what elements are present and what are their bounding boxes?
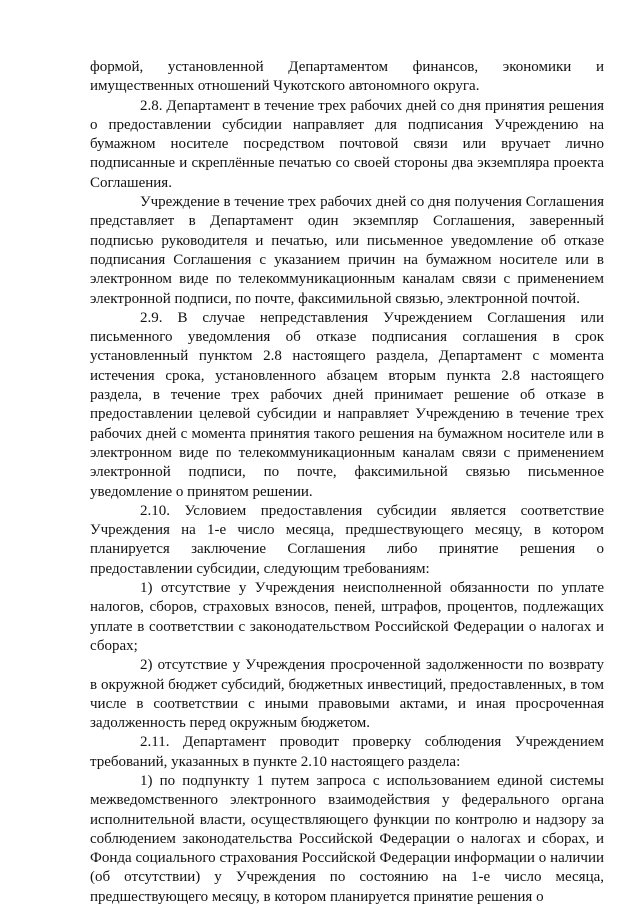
paragraph-2-11-item-1: 1) по подпункту 1 путем запроса с использованием единой системы межведомственного электронного взаимодействия у федерального органа исполнительной власти, осуществляющего функции по контролю и надзору за соблюдением законодательства Российской Федерации о налогах и сборах, и Фонда социального страхования Российской Федерации информации о наличии (об отсутствии) у Учреждения по состоянию на 1-е число месяца, предшествующего месяцу, в котором планируется принятие решения о [90, 772, 604, 905]
paragraph-2-8: 2.8. Департамент в течение трех рабочих дней со дня принятия решения о предоставлении субсидии направляет для подписания Учреждению на бумажном носителе посредством почтовой связи или вручает лично подписанные и скреплённые печатью со своей стороны два экземпляра проекта Соглашения. [90, 97, 604, 191]
document-page [90, 58, 604, 907]
paragraph-2-9: 2.9. В случае непредставления Учреждением Соглашения или письменного уведомления об отказе подписания соглашения в срок установленный пунктом 2.8 настоящего раздела, Департамент с момента истечения срока, установленного абзацем вторым пункта 2.8 настоящего раздела, в течение трех рабочих дней принимает решение об отказе в предоставлении целевой субсидии и направляет Учреждению в течение трех рабочих дней с момента принятия такого решения на бумажном носителе или в электронном виде по телекоммуникационным каналам связи с применением электронной подписи, по почте, факсимильной связью письменное уведомление о принятом решении. [90, 309, 604, 500]
paragraph-2-10-item-1: 1) отсутствие у Учреждения неисполненной обязанности по уплате налогов, сборов, страховых взносов, пеней, штрафов, процентов, подлежащих уплате в соответствии с законодательством Российской Федерации о налогах и сборах; [90, 580, 604, 654]
paragraph-continuation: формой, установленной Департаментом финансов, экономики и имущественных отношений Чукотского автономного округа. [90, 59, 604, 95]
paragraph-2-10-item-2: 2) отсутствие у Учреждения просроченной задолженности по возврату в окружной бюджет субсидий, бюджетных инвестиций, предоставленных, в том числе в соответствии с иными правовыми актами, и иная просроченная задолженность перед окружным бюджетом. [90, 657, 604, 732]
paragraph-2-11: 2.11. Департамент проводит проверку соблюдения Учреждением требований, указанных в пункте 2.10 настоящего раздела: [90, 734, 604, 770]
paragraph-institution-response: Учреждение в течение трех рабочих дней со дня получения Соглашения представляет в Департамент один экземпляр Соглашения, заверенный подписью руководителя и печатью, или письменное уведомление об отказе подписания Соглашения с указанием причин на бумажном носителе или в электронном виде по телекоммуникационным каналам связи с применением электронной подписи, по почте, факсимильной связью, электронной почтой. [90, 194, 604, 307]
paragraph-2-10: 2.10. Условием предоставления субсидии является соответствие Учреждения на 1-е число месяца, предшествующего месяцу, в котором планируется заключение Соглашения либо принятие решения о предоставлении субсидии, следующим требованиям: [90, 502, 604, 577]
